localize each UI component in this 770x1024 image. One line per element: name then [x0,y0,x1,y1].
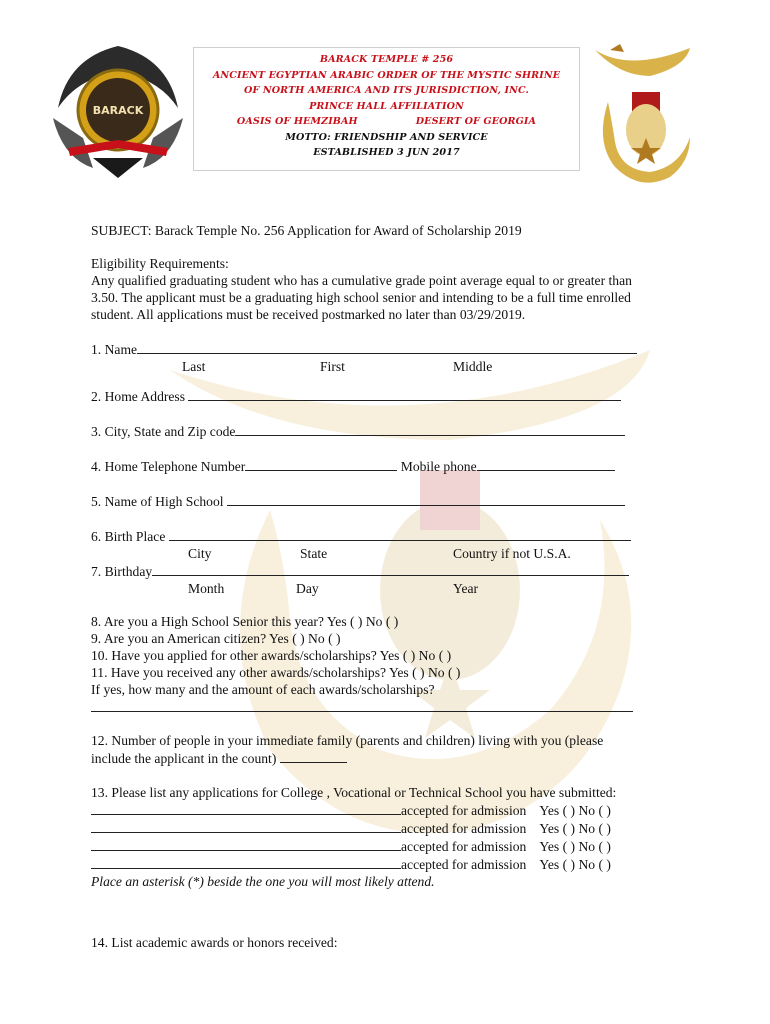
accepted-text: accepted for admission [401,839,527,854]
temple-header-box [193,47,580,171]
q13-row [91,855,691,873]
sublabel-year: Year [453,581,479,596]
home-address-field[interactable] [188,387,621,401]
yes-no-choice[interactable]: Yes ( ) No ( ) [539,803,611,818]
q13-note: Place an asterisk (*) beside the one you will most likely attend. [91,874,435,889]
header-line-temple: BARACK TEMPLE # 256 [319,54,454,65]
scimitar-crescent-star-emblem-icon [590,42,700,192]
city-state-zip-field[interactable] [235,422,625,436]
q12-family-1: 12. Number of people in your immediate family (parents and children) living with you (please [91,733,604,748]
header-line-order: ANCIENT EGYPTIAN ARABIC ORDER OF THE MYSTIC SHRINE [212,69,561,81]
q2-label: 2. Home Address [91,389,186,404]
accepted-text: accepted for admission [401,821,527,836]
eligibility-text-1: Any qualified graduating student who has a cumulative grade point average equal to or greater than [91,273,632,288]
header-line-motto: MOTTO: FRIENDSHIP AND SERVICE [285,131,488,143]
q5-label: 5. Name of High School [91,494,224,509]
family-count-field[interactable] [280,749,347,763]
sublabel-middle: Middle [453,359,493,374]
q12-family-2 [91,749,691,767]
q11-followup-line [91,698,691,716]
eligibility-text-3: student. All applications must be received postmarked no later than 03/29/2019. [91,307,526,322]
q11-received-awards[interactable]: 11. Have you received any other awards/scholarships? Yes ( ) No ( ) [91,665,461,680]
yes-no-choice[interactable]: Yes ( ) No ( ) [539,839,611,854]
q11-followup: If yes, how many and the amount of each awards/scholarships? [91,682,435,697]
q1-name-row [91,340,691,358]
home-telephone-field[interactable] [245,457,397,471]
q14-label: 14. List academic awards or honors received: [91,935,338,950]
birthday-field[interactable] [152,562,629,576]
header-line-oasis-desert [194,114,579,130]
subject-line: SUBJECT: Barack Temple No. 256 Application for Award of Scholarship 2019 [91,223,522,238]
sublabel-month: Month [188,581,225,596]
sublabel-last: Last [182,359,206,374]
q1-label: 1. Name [91,342,138,357]
logo-text: BARACK [92,104,144,117]
barack-temple-logo [48,38,188,178]
sublabel-state: State [300,546,328,561]
q13-row [91,801,691,819]
name-field[interactable] [137,340,637,354]
q3-city-row [91,422,691,440]
q10-applied-awards[interactable]: 10. Have you applied for other awards/scholarships? Yes ( ) No ( ) [91,648,452,663]
sublabel-day: Day [296,581,319,596]
awards-amount-field[interactable] [91,698,633,712]
q7-sublabels [91,580,691,597]
header-oasis: OASIS OF HEMZIBAH [236,116,358,127]
q4-phone-row [91,457,691,475]
q6-sublabels [91,545,691,562]
header-line-jurisdiction: OF NORTH AMERICA AND ITS JURISDICTION, INC. [244,85,529,96]
mobile-phone-field[interactable] [477,457,615,471]
application-form [91,222,691,951]
header-desert: DESERT OF GEORGIA [415,116,537,127]
sublabel-country: Country if not U.S.A. [453,546,571,561]
high-school-field[interactable] [227,492,625,506]
q2-address-row [91,387,691,405]
q6-label: 6. Birth Place [91,529,166,544]
q1-sublabels [91,358,691,375]
school-field[interactable] [91,837,401,851]
q7-birthday-row [91,562,691,580]
q5-school-row [91,492,691,510]
header-line-affiliation: PRINCE HALL AFFILIATION [309,100,464,112]
school-field[interactable] [91,801,401,815]
q9-citizen[interactable]: 9. Are you an American citizen? Yes ( ) No ( ) [91,631,341,646]
accepted-text: accepted for admission [401,803,527,818]
q13-label: 13. Please list any applications for College , Vocational or Technical School you have submitted: [91,785,617,800]
q3-label: 3. City, State and Zip code [91,424,236,439]
q8-senior[interactable]: 8. Are you a High School Senior this year? Yes ( ) No ( ) [91,614,399,629]
q13-row [91,819,691,837]
q7-label: 7. Birthday [91,564,153,579]
birth-place-field[interactable] [169,527,631,541]
school-field[interactable] [91,819,401,833]
mobile-phone-label: Mobile phone [397,459,477,474]
yes-no-choice[interactable]: Yes ( ) No ( ) [539,821,611,836]
q6-birthplace-row [91,527,691,545]
sublabel-city: City [188,546,212,561]
header-line-established: ESTABLISHED 3 JUN 2017 [313,147,460,158]
sublabel-first: First [320,359,345,374]
q13-row [91,837,691,855]
eligibility-heading: Eligibility Requirements: [91,256,229,271]
yes-no-choice[interactable]: Yes ( ) No ( ) [539,857,611,872]
q4-label: 4. Home Telephone Number [91,459,246,474]
accepted-text: accepted for admission [401,857,527,872]
eligibility-text-2: 3.50. The applicant must be a graduating high school senior and intending to be a full time enrolled [91,290,631,305]
q12-label: include the applicant in the count) [91,751,277,766]
school-field[interactable] [91,855,401,869]
